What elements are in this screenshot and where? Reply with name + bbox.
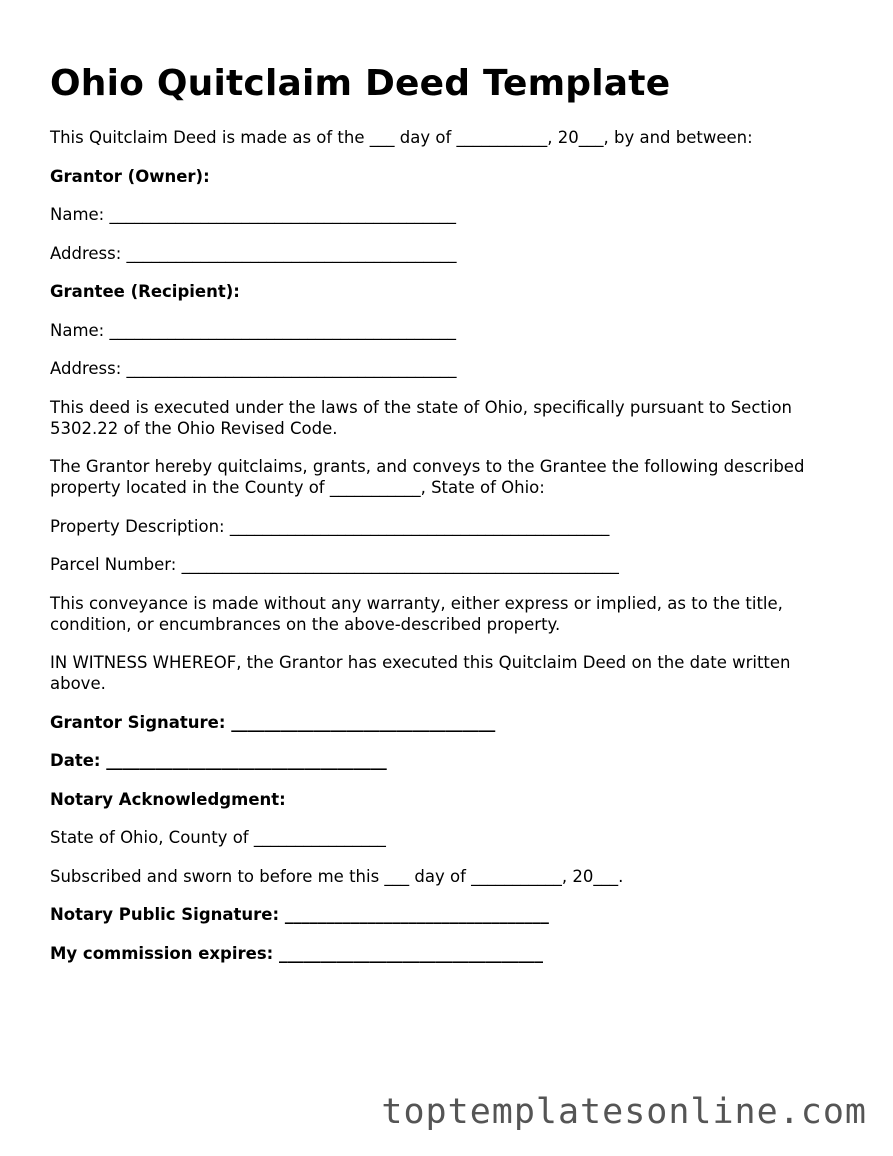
grantee-address-line: Address: ________________________________________ xyxy=(50,359,457,378)
warranty-paragraph: This conveyance is made without any warranty, either express or implied, as to the title, condition, or encumbrances on the above-described property. xyxy=(50,593,789,634)
property-description-line: Property Description: ______________________________________________ xyxy=(50,516,610,536)
notary-signature-line: Notary Public Signature: ________________________________ xyxy=(50,905,549,924)
watermark: toptemplatesonline.com xyxy=(381,1092,867,1132)
intro-line: This Quitclaim Deed is made as of the ___ day of ___________, 20___, by and between: xyxy=(50,128,753,147)
notary-county-line: State of Ohio, County of ________________ xyxy=(50,828,386,847)
law-paragraph: This deed is executed under the laws of the state of Ohio, specifically pursuant to Section 5302.22 of the Ohio Revised Code. xyxy=(50,397,798,438)
notary-heading: Notary Acknowledgment: xyxy=(50,789,286,809)
parcel-number-line: Parcel Number: _____________________________________________________ xyxy=(50,555,619,574)
document-title: Ohio Quitclaim Deed Template xyxy=(50,63,671,104)
grantee-heading: Grantee (Recipient): xyxy=(50,282,240,301)
grantor-heading: Grantor (Owner): xyxy=(50,166,210,186)
grantor-signature-line: Grantor Signature: ________________________________ xyxy=(50,712,496,732)
conveyance-paragraph: The Grantor hereby quitclaims, grants, and conveys to the Grantee the following described property located in the County of ___________, State of Ohio: xyxy=(50,457,810,497)
commission-expires-line: My commission expires: ________________________________ xyxy=(50,943,543,963)
date-line: Date: __________________________________ xyxy=(50,751,387,770)
document-page xyxy=(50,62,850,981)
grantee-name-line: Name: __________________________________________ xyxy=(50,320,456,340)
grantor-name-line: Name: __________________________________________ xyxy=(50,205,456,224)
notary-sworn-line: Subscribed and sworn to before me this ___ day of ___________, 20___. xyxy=(50,866,624,886)
witness-paragraph: IN WITNESS WHEREOF, the Grantor has executed this Quitclaim Deed on the date written above. xyxy=(50,653,796,693)
grantor-address-line: Address: ________________________________________ xyxy=(50,243,457,263)
